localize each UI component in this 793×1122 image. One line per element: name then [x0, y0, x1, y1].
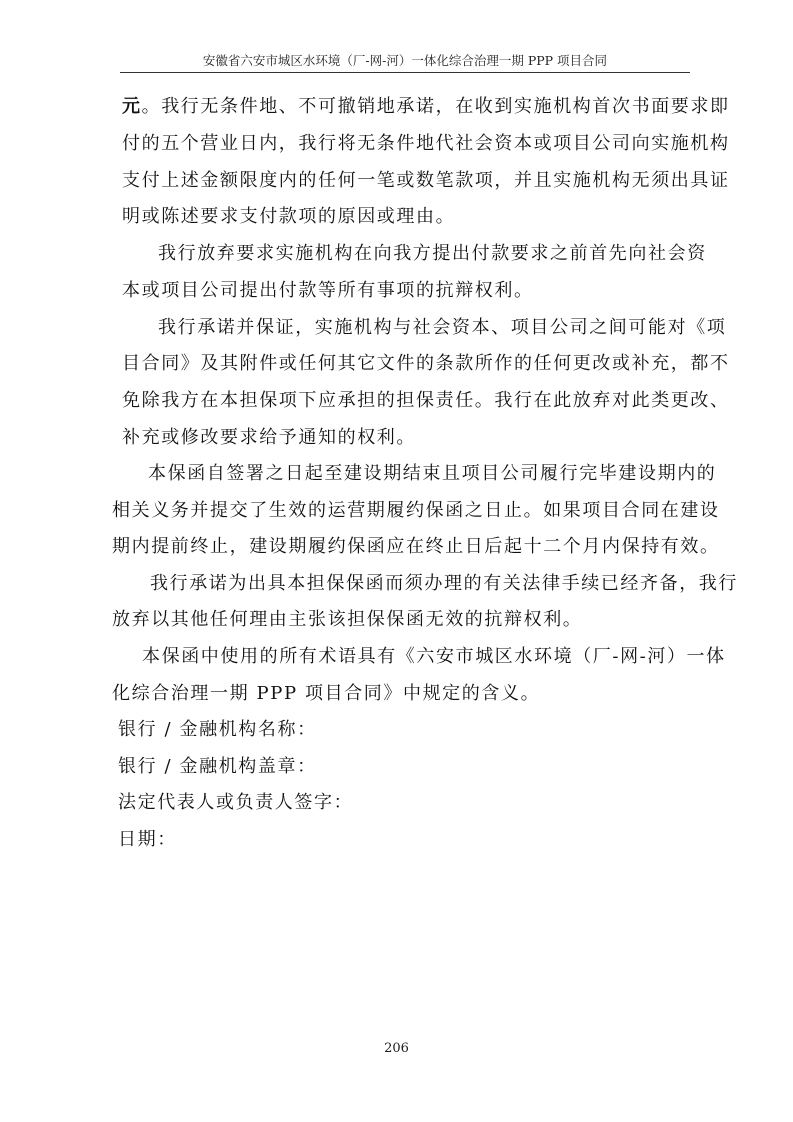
- paragraph-1-line-4: 明或陈述要求支付款项的原因或理由。: [122, 206, 456, 227]
- paragraph-1-line-1: [122, 95, 730, 119]
- page-number: 206: [384, 1041, 409, 1056]
- paragraph-1-line-1-rest: 。我行无条件地、不可撤销地承诺，在收到实施机构首次书面要求即: [141, 96, 730, 117]
- paragraph-4-line-2: 相关义务并提交了生效的运营期履约保函之日止。如果项目合同在建设: [112, 500, 720, 521]
- paragraph-4-line-3: 期内提前终止，建设期履约保函应在终止日后起十二个月内保持有效。: [112, 536, 720, 557]
- paragraph-1-line-3: 支付上述金额限度内的任何一笔或数笔款项，并且实施机构无须出具证: [122, 170, 730, 191]
- bold-lead-char: 元: [122, 96, 142, 117]
- paragraph-6-line-1: 本保函中使用的所有术语具有《六安市城区水环境（厂-网-河）一体: [142, 646, 726, 667]
- paragraph-3-line-3: 免除我方在本担保项下应承担的担保责任。我行在此放弃对此类更改、: [122, 390, 730, 411]
- paragraph-6-line-2: 化综合治理一期 PPP 项目合同》中规定的含义。: [112, 683, 541, 704]
- signature-field-institution-seal: 银行 / 金融机构盖章：: [118, 756, 317, 777]
- paragraph-5-line-1: 我行承诺为出具本担保保函而须办理的有关法律手续已经齐备，我行: [150, 573, 738, 594]
- paragraph-3-line-4: 补充或修改要求给予通知的权利。: [122, 427, 416, 448]
- paragraph-2-line-2: 本或项目公司提出付款等所有事项的抗辩权利。: [122, 280, 534, 301]
- signature-field-date: 日期：: [118, 829, 177, 850]
- paragraph-5-line-2: 放弃以其他任何理由主张该担保保函无效的抗辩权利。: [112, 609, 583, 630]
- paragraph-2-line-1: 我行放弃要求实施机构在向我方提出付款要求之前首先向社会资: [158, 243, 707, 264]
- paragraph-1-line-2: 付的五个营业日内，我行将无条件地代社会资本或项目公司向实施机构: [122, 133, 730, 154]
- page-header-title: 安徽省六安市城区水环境（厂-网-河）一体化综合治理一期 PPP 项目合同: [202, 53, 608, 68]
- paragraph-3-line-2: 目合同》及其附件或任何其它文件的条款所作的任何更改或补充，都不: [122, 353, 730, 374]
- signature-field-representative-signature: 法定代表人或负责人签字：: [118, 792, 354, 813]
- signature-field-institution-name: 银行 / 金融机构名称：: [118, 719, 317, 740]
- paragraph-3-line-1: 我行承诺并保证，实施机构与社会资本、项目公司之间可能对《项: [158, 317, 727, 338]
- paragraph-4-line-1: 本保函自签署之日起至建设期结束且项目公司履行完毕建设期内的: [148, 463, 717, 484]
- header-divider: [120, 72, 690, 73]
